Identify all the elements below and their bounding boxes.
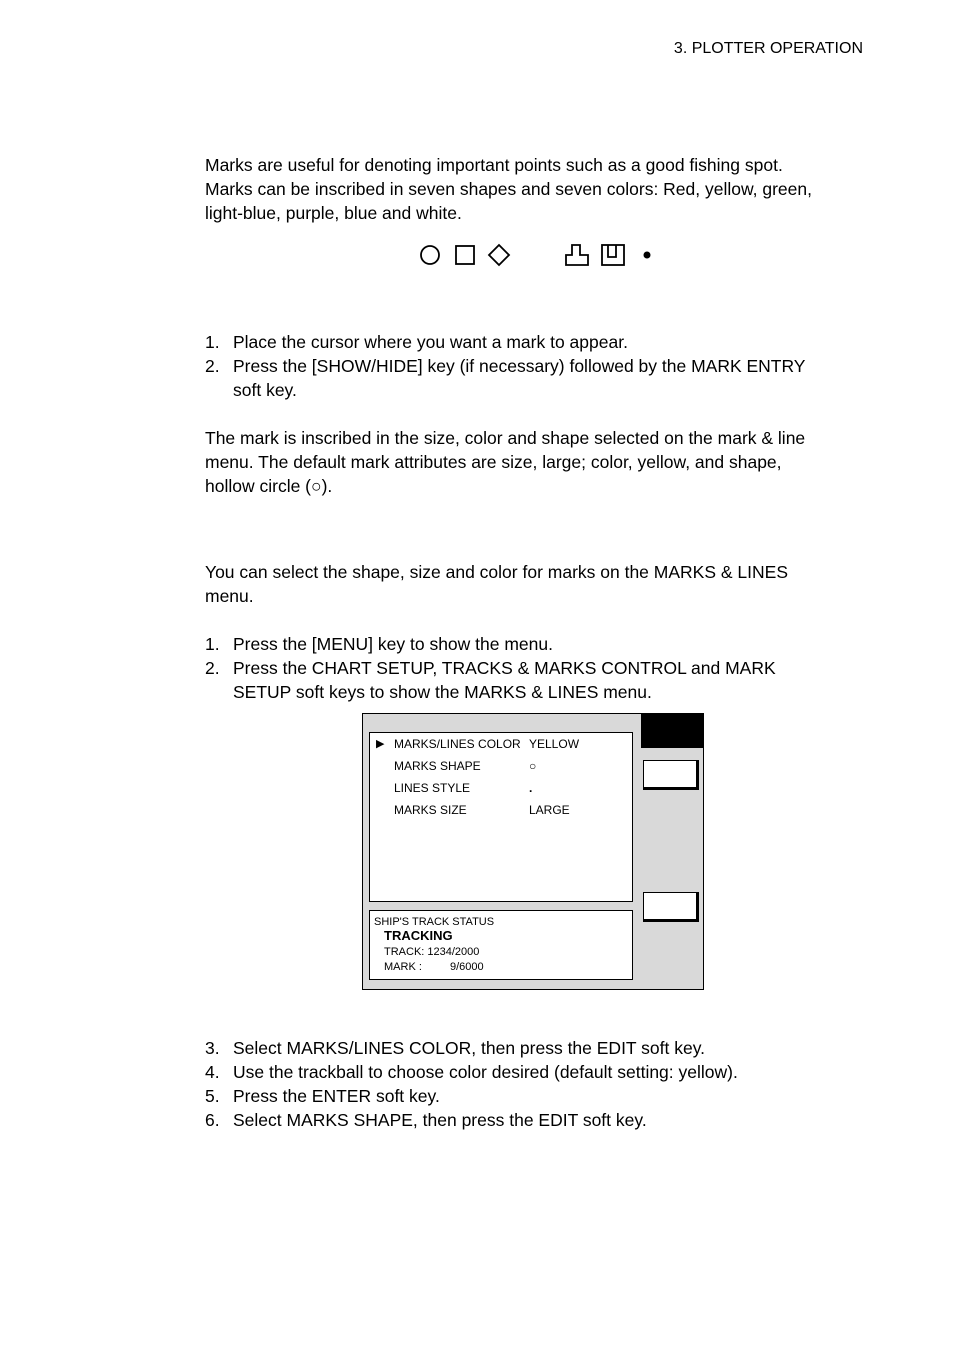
flag-box-icon bbox=[599, 242, 627, 268]
list-item bbox=[205, 354, 865, 402]
list-item bbox=[205, 1108, 865, 1132]
step-number: 6. bbox=[205, 1110, 220, 1130]
menu-item-value: . bbox=[529, 781, 533, 795]
select-intro-line: menu. bbox=[205, 586, 254, 606]
menu-item-value: LARGE bbox=[529, 803, 570, 817]
softkey-title-block bbox=[641, 714, 703, 748]
menu-item-label: LINES STYLE bbox=[394, 781, 471, 795]
menu-row-marks-shape[interactable] bbox=[370, 757, 632, 775]
intro-paragraph bbox=[205, 153, 855, 225]
step-text: soft key. bbox=[233, 380, 297, 400]
menu-row-marks-lines-color[interactable] bbox=[370, 735, 632, 753]
menu-item-value: YELLOW bbox=[529, 737, 580, 751]
entry-note-paragraph bbox=[205, 426, 855, 498]
intro-line: Marks can be inscribed in seven shapes and seven colors: Red, yellow, green, bbox=[205, 179, 812, 199]
menu-item-label: MARKS/LINES COLOR bbox=[394, 737, 521, 751]
mark-shapes-row bbox=[418, 242, 658, 270]
note-line: The mark is inscribed in the size, color and shape selected on the mark & line bbox=[205, 428, 806, 448]
step-text: Use the trackball to choose color desired (default setting: yellow). bbox=[233, 1062, 738, 1082]
menu-row-lines-style[interactable] bbox=[370, 779, 632, 797]
step-text: Place the cursor where you want a mark to appear. bbox=[233, 332, 628, 352]
step-text: Select MARKS SHAPE, then press the EDIT soft key. bbox=[233, 1110, 647, 1130]
marks-lines-menu bbox=[369, 732, 633, 902]
menu-cursor-icon: ▶ bbox=[376, 738, 385, 750]
status-track-count: TRACK: 1234/2000 bbox=[384, 946, 480, 958]
step-text: Press the CHART SETUP, TRACKS & MARKS CONTROL and MARK bbox=[233, 658, 776, 678]
section-header: 3. PLOTTER OPERATION bbox=[673, 40, 863, 57]
menu-item-value: ○ bbox=[529, 759, 537, 773]
status-mark-label: MARK : bbox=[384, 961, 422, 973]
list-item bbox=[205, 1060, 865, 1084]
step-number: 3. bbox=[205, 1038, 220, 1058]
soft-key-2[interactable] bbox=[643, 892, 699, 922]
step-text: Press the ENTER soft key. bbox=[233, 1086, 440, 1106]
menu-item-label: MARKS SHAPE bbox=[394, 759, 481, 773]
ships-track-status-box bbox=[369, 910, 633, 980]
step-text: SETUP soft keys to show the MARKS & LINES menu. bbox=[233, 682, 652, 702]
list-item bbox=[205, 656, 865, 704]
list-item bbox=[205, 330, 865, 354]
select-intro-line: You can select the shape, size and color for marks on the MARKS & LINES bbox=[205, 562, 788, 582]
entry-steps bbox=[205, 330, 865, 402]
note-line: hollow circle (○). bbox=[205, 476, 333, 496]
list-item bbox=[205, 1084, 865, 1108]
status-state: TRACKING bbox=[384, 928, 453, 943]
step-number: 2. bbox=[205, 356, 220, 376]
dot-icon bbox=[640, 242, 654, 268]
select-intro-paragraph bbox=[205, 560, 855, 608]
square-icon bbox=[453, 242, 477, 268]
list-item bbox=[205, 632, 865, 656]
final-steps bbox=[205, 1036, 865, 1132]
status-title: SHIP'S TRACK STATUS bbox=[374, 916, 495, 928]
soft-key-1[interactable] bbox=[643, 760, 699, 790]
menu-item-label: MARKS SIZE bbox=[394, 803, 467, 817]
marks-lines-menu-screen bbox=[362, 713, 704, 990]
intro-line: Marks are useful for denoting important points such as a good fishing spot. bbox=[205, 155, 783, 175]
step-text: Select MARKS/LINES COLOR, then press the EDIT soft key. bbox=[233, 1038, 706, 1058]
intro-line: light-blue, purple, blue and white. bbox=[205, 203, 462, 223]
step-text: Press the [SHOW/HIDE] key (if necessary) followed by the MARK ENTRY bbox=[233, 356, 806, 376]
menu-row-marks-size[interactable] bbox=[370, 801, 632, 819]
step-text: Press the [MENU] key to show the menu. bbox=[233, 634, 553, 654]
step-number: 4. bbox=[205, 1062, 220, 1082]
step-number: 1. bbox=[205, 634, 220, 654]
diamond-icon bbox=[486, 242, 512, 268]
note-line: menu. The default mark attributes are size, large; color, yellow, and shape, bbox=[205, 452, 782, 472]
status-mark-value: 9/6000 bbox=[450, 961, 484, 973]
step-number: 1. bbox=[205, 332, 220, 352]
flag-left-icon bbox=[563, 242, 591, 268]
list-item bbox=[205, 1036, 865, 1060]
circle-icon bbox=[418, 242, 442, 268]
step-number: 5. bbox=[205, 1086, 220, 1106]
step-number: 2. bbox=[205, 658, 220, 678]
select-steps bbox=[205, 632, 865, 704]
